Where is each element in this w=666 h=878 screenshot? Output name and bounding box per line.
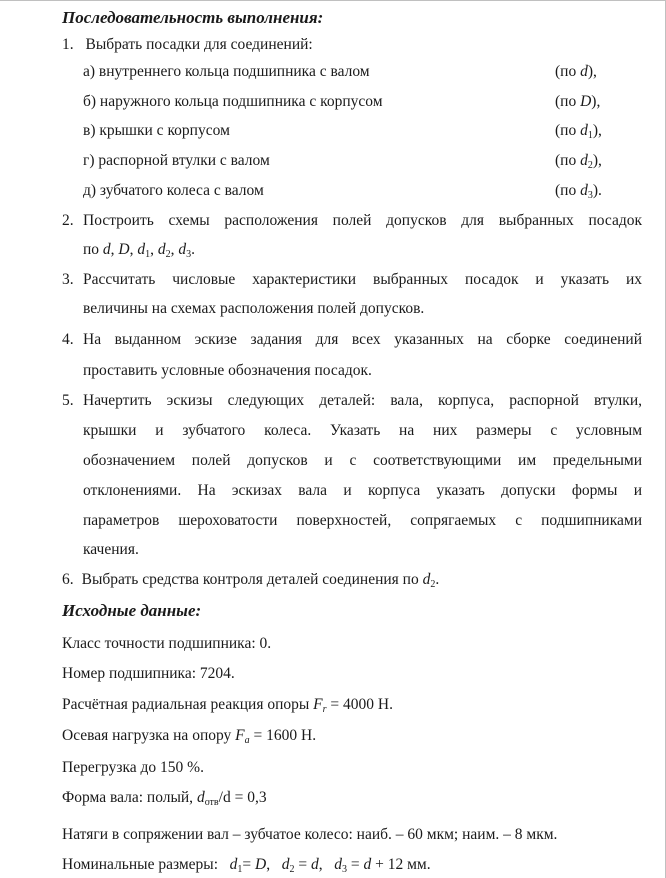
axial-load: Осевая нагрузка на опору $F_a = 1600$ Н.: [62, 727, 317, 746]
step-2-line-1: Построить схемы расположения полей допусков для выбранных посадок: [83, 212, 642, 229]
step-1-number: 1.: [62, 36, 74, 53]
step-5-line-1: Начертить эскизы следующих деталей: вала, корпуса, распорной втулки,: [83, 392, 642, 409]
fit-item-b-ref: (по D),: [555, 93, 601, 110]
step-6: 6. Выбрать средства контроля деталей соединения по $d_2$.: [62, 571, 440, 590]
step-5-line-6: качения.: [83, 541, 139, 558]
step-1-text: Выбрать посадки для соединений:: [85, 36, 313, 53]
step-4-line-2: проставить условные обозначения посадок.: [83, 362, 372, 379]
step-2-number: 2.: [62, 212, 74, 229]
step-5-number: 5.: [62, 392, 74, 409]
nominal-sizes: Номинальные размеры: $d_1= D$, $d_2 = d$, $d_3 = d + 12$ мм.: [62, 856, 431, 875]
step-1: [62, 35, 313, 55]
fit-item-e: д) зубчатого колеса с валом: [83, 182, 264, 199]
interference: Натяги в сопряжении вал – зубчатое колесо: наиб. – 60 мкм; наим. – 8 мкм.: [62, 826, 558, 843]
fit-item-b: б) наружного кольца подшипника с корпусом: [83, 93, 383, 110]
bearing-number: Номер подшипника: 7204.: [62, 665, 235, 682]
step-2-line-2: по d, D, $d_1$, $d_2$, $d_3$.: [83, 241, 195, 260]
fit-item-c-ref: (по $d_1$),: [555, 122, 602, 141]
step-5-line-4: отклонениями. На эскизах вала и корпуса указать допуски формы и: [83, 482, 642, 499]
top-border: [0, 0, 666, 1]
step-3-line-2: величины на схемах расположения полей допусков.: [83, 300, 425, 317]
fit-item-a: а) внутреннего кольца подшипника с валом: [83, 63, 370, 80]
fit-item-e-ref: (по $d_3$).: [555, 182, 602, 201]
fit-item-d-ref: (по $d_2$),: [555, 152, 602, 171]
radial-reaction: Расчётная радиальная реакция опоры $F_r = 4000$ Н.: [62, 696, 393, 715]
shaft-form: Форма вала: полый, $d_{отв}/d = 0,3$: [62, 789, 267, 808]
initial-data-heading: Исходные данные:: [62, 601, 202, 620]
step-3-line-1: Рассчитать числовые характеристики выбранных посадок и указать их: [83, 271, 642, 288]
step-4-number: 4.: [62, 331, 74, 348]
step-5-line-5: параметров шероховатости поверхностей, сопрягаемых с подшипниками: [83, 512, 642, 529]
step-3-number: 3.: [62, 271, 74, 288]
fit-item-d: г) распорной втулки с валом: [83, 152, 270, 169]
sequence-heading: Последовательность выполнения:: [62, 8, 324, 27]
step-5-line-2: крышки и зубчатого колеса. Указать на них размеры с условным: [83, 422, 642, 439]
overload: Перегрузка до 150 %.: [62, 759, 204, 776]
step-5-line-3: обозначением полей допусков и с соответствующими им предельными: [83, 452, 642, 469]
step-4-line-1: На выданном эскизе задания для всех указанных на сборке соединений: [83, 331, 642, 348]
fit-item-c: в) крышки с корпусом: [83, 122, 230, 139]
fit-item-a-ref: (по d),: [555, 63, 597, 80]
bearing-accuracy-class: Класс точности подшипника: 0.: [62, 635, 272, 652]
